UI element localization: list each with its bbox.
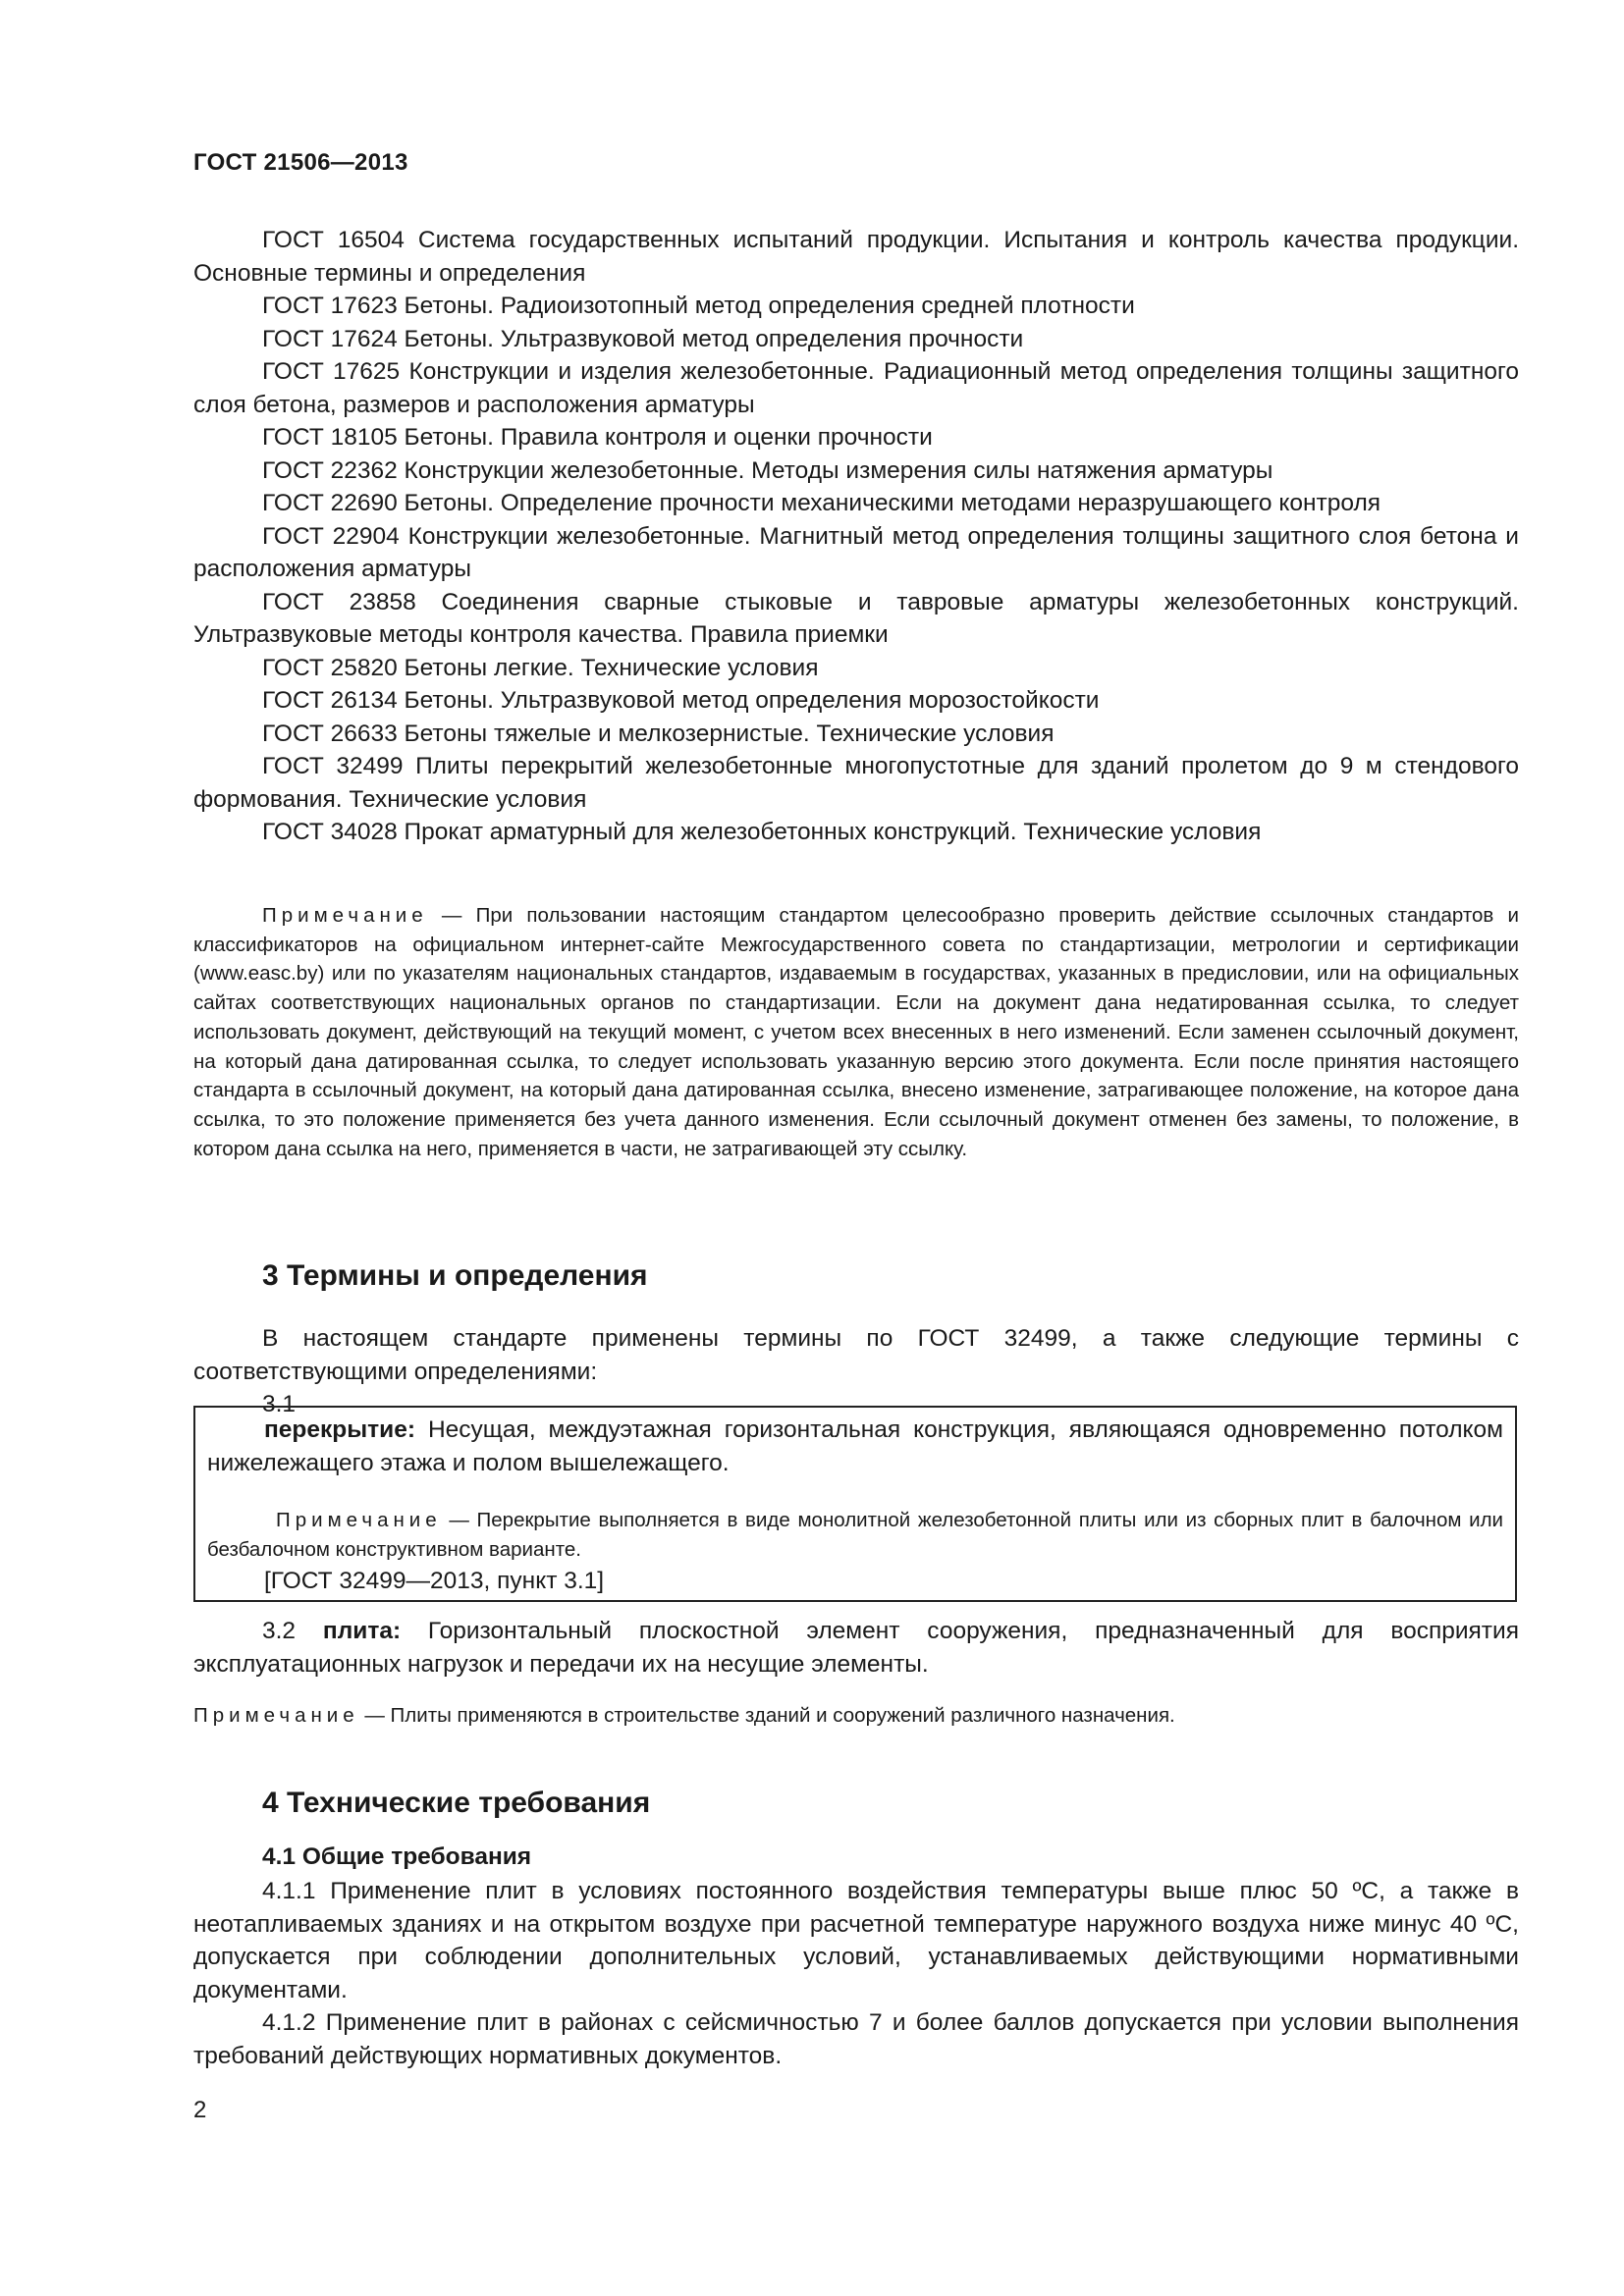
paragraph-4-1-1: 4.1.1 Применение плит в условиях постоянного воздействия температуры выше плюс 50 ºС, а также в неотапливаемых зданиях и на открытом воздухе при расчетной температуре наружного воздуха ниже минус 40 ºС, допускается при соблюдении дополнительных условий, устанавливаемых действующими нормативными документами. xyxy=(193,1878,1519,2003)
section-3-note xyxy=(193,1701,1519,1731)
paragraph-4-1-2: 4.1.2 Применение плит в районах с сейсмичностью 7 и более баллов допускается при условии выполнения требований действующих нормативных документов. xyxy=(193,2009,1519,2069)
reference-item: ГОСТ 22362 Конструкции железобетонные. Методы измерения силы натяжения арматуры xyxy=(262,456,1273,484)
section-4-1-heading: 4.1 Общие требования xyxy=(262,1843,532,1870)
section-4-heading: 4 Технические требования xyxy=(262,1787,651,1819)
page-number: 2 xyxy=(193,2097,207,2123)
box-source-text: [ГОСТ 32499—2013, пункт 3.1] xyxy=(264,1568,605,1594)
reference-item: ГОСТ 25820 Бетоны легкие. Технические условия xyxy=(262,654,819,681)
normative-references-list xyxy=(193,224,1519,849)
reference-item: ГОСТ 17625 Конструкции и изделия железобетонные. Радиационный метод определения толщины защитного слоя бетона, размеров и расположения арматуры xyxy=(193,358,1519,418)
reference-item: ГОСТ 34028 Прокат арматурный для железобетонных конструкций. Технические условия xyxy=(262,819,1262,845)
section-4-1-body xyxy=(193,1875,1519,2072)
item-3-2-term: плита: xyxy=(322,1618,402,1644)
term-definition-text: Несущая, междуэтажная горизонтальная конструкция, являющаяся одновременно потолком нижележащего этажа и полом вышележащего. xyxy=(207,1416,1503,1476)
box-note xyxy=(207,1506,1503,1564)
note-label: Примечание xyxy=(262,904,428,927)
term-definition xyxy=(207,1414,1503,1479)
page-header-title: ГОСТ 21506—2013 xyxy=(193,149,408,176)
box-note-text: — Перекрытие выполняется в виде монолитной железобетонной плиты или из сборных плит в балочном или безбалочном конструктивном варианте. xyxy=(207,1509,1503,1561)
reference-item: ГОСТ 23858 Соединения сварные стыковые и тавровые арматуры железобетонных конструкций. Ультразвуковые методы контроля качества. Правила приемки xyxy=(193,588,1519,648)
box-note-label: Примечание xyxy=(276,1509,442,1531)
references-note xyxy=(193,901,1519,1163)
reference-item: ГОСТ 22904 Конструкции железобетонные. Магнитный метод определения толщины защитного слоя бетона и расположения арматуры xyxy=(193,522,1519,582)
reference-item: ГОСТ 17623 Бетоны. Радиоизотопный метод определения средней плотности xyxy=(262,293,1135,319)
reference-item: ГОСТ 26134 Бетоны. Ультразвуковой метод определения морозостойкости xyxy=(262,687,1100,714)
reference-item: ГОСТ 26633 Бетоны тяжелые и мелкозернистые. Технические условия xyxy=(262,720,1055,747)
reference-item: ГОСТ 16504 Система государственных испытаний продукции. Испытания и контроль качества продукции. Основные термины и определения xyxy=(193,227,1519,287)
section-3-intro-text: В настоящем стандарте применены термины по ГОСТ 32499, а также следующие термины с соответствующими определениями: xyxy=(193,1325,1519,1385)
section-3-heading: 3 Термины и определения xyxy=(262,1259,648,1292)
reference-item: ГОСТ 18105 Бетоны. Правила контроля и оценки прочности xyxy=(262,424,933,451)
reference-item: ГОСТ 17624 Бетоны. Ультразвуковой метод определения прочности xyxy=(262,325,1024,352)
item-3-2 xyxy=(193,1615,1519,1681)
term-definition-box xyxy=(193,1406,1517,1602)
note-text: — При пользовании настоящим стандартом целесообразно проверить действие ссылочных стандартов и классификаторов на официальном интернет-сайте Межгосударственного совета по стандартизации, метрологии и сертификации (www.easc.by) или по указателям национальных стандартов, издаваемым в государствах, указанных в предисловии, или на официальных сайтах соответствующих национальных органов по стандартизации. Если на документ дана недатированная ссылка, то следует использовать документ, действующий на текущий момент, с учетом всех внесенных в него изменений. Если заменен ссылочный документ, на который дана датированная ссылка, то следует использовать указанную версию этого документа. Если после принятия настоящего стандарта в ссылочный документ, на который дана датированная ссылка, внесено изменение, затрагивающее положение, на которое дана ссылка, то это положение применяется без учета данного изменения. Если ссылочный документ отменен без замены, то положение, в котором дана ссылка на него, применяется в части, не затрагивающей эту ссылку. xyxy=(193,904,1519,1160)
box-source xyxy=(207,1565,1503,1598)
note2-label: Примечание xyxy=(193,1704,359,1727)
note2-text: — Плиты применяются в строительстве зданий и сооружений различного назначения. xyxy=(358,1704,1175,1727)
item-3-1-number: 3.1 xyxy=(262,1391,297,1417)
item-3-2-text: Горизонтальный плоскостной элемент сооружения, предназначенный для восприятия эксплуатационных нагрузок и передачи их на несущие элементы. xyxy=(193,1618,1519,1678)
term-perekrytie: перекрытие: xyxy=(264,1416,416,1443)
item-3-2-number: 3.2 xyxy=(262,1618,297,1644)
reference-item: ГОСТ 32499 Плиты перекрытий железобетонные многопустотные для зданий пролетом до 9 м стендового формования. Технические условия xyxy=(193,753,1519,813)
reference-item: ГОСТ 22690 Бетоны. Определение прочности механическими методами неразрушающего контроля xyxy=(262,490,1381,516)
